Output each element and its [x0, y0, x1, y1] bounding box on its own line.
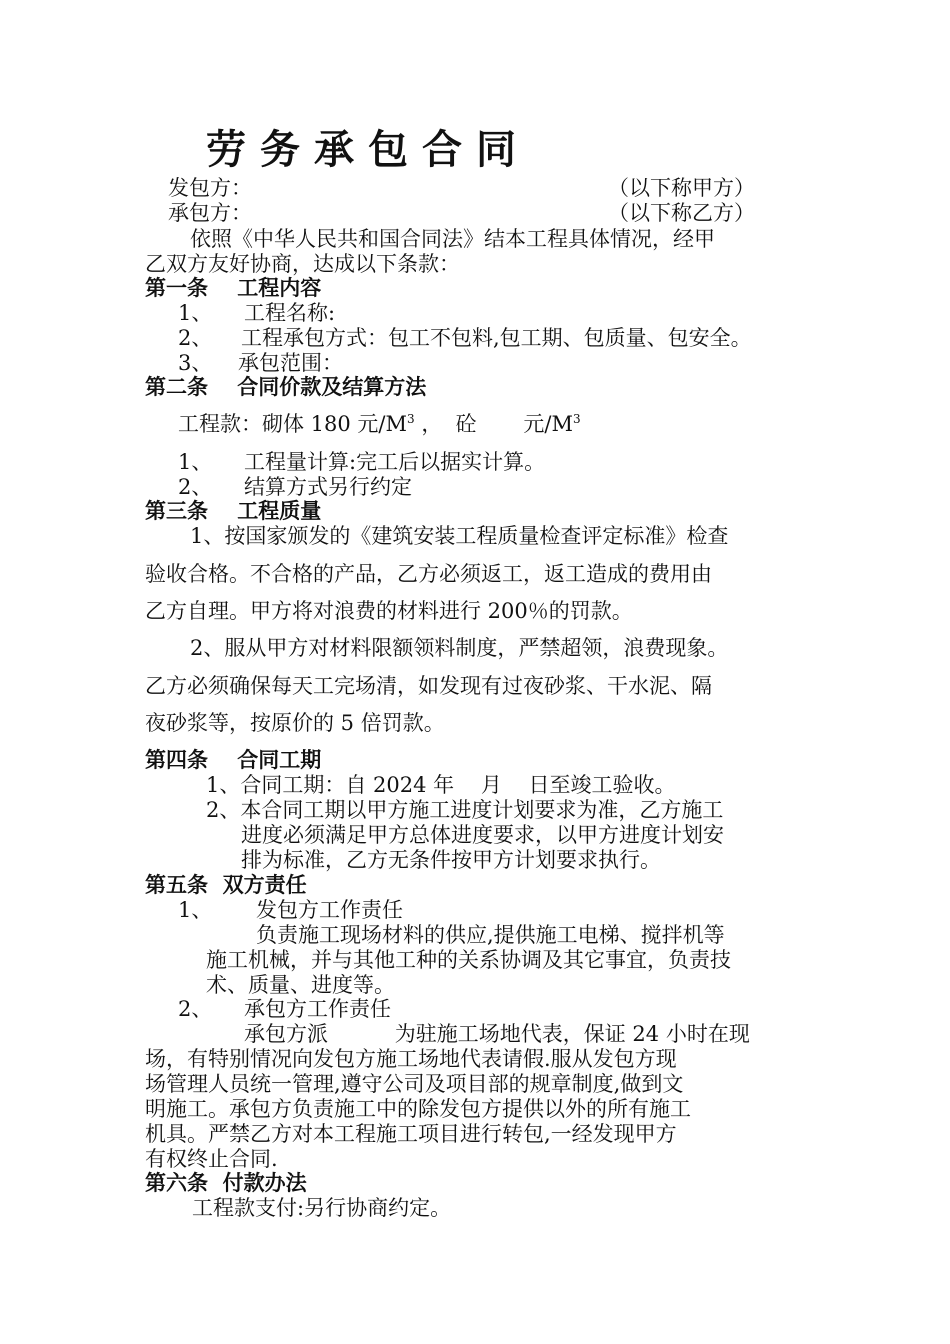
price-unit-sup-1: 3 — [407, 412, 415, 426]
article-3-p2-line-3: 夜砂浆等，按原价的 5 倍罚款。 — [145, 711, 445, 735]
article-4-heading: 第四条 合同工期 — [145, 748, 322, 772]
article-5-sub-1-num: 1、 — [178, 898, 213, 922]
article-3-p2-line-1: 2、服从甲方对材料限额领料制度，严禁超领，浪费现象。 — [190, 636, 729, 660]
article-5-sub-2-line-5: 机具。严禁乙方对本工程施工项目进行转包,一经发现甲方 — [145, 1122, 677, 1146]
article-3-p1-line-3: 乙方自理。甲方将对浪费的材料进行 200％的罚款。 — [145, 599, 633, 623]
intro-line-1: 依照《中华人民共和国合同法》结本工程具体情况，经甲 — [190, 227, 715, 251]
article-4-item-1: 1、合同工期：自 2024 年 月 日至竣工验收。 — [206, 773, 676, 797]
article-5-sub-1-line-1: 负责施工现场材料的供应,提供施工电梯、搅拌机等 — [256, 923, 725, 947]
article-3-p2-line-2: 乙方必须确保每天工完场清，如发现有过夜砂浆、干水泥、隔 — [145, 674, 712, 698]
contractor-label: 承包方： — [168, 201, 252, 225]
article-1-heading: 第一条 工程内容 — [145, 276, 322, 300]
article-2-heading: 第二条 合同价款及结算方法 — [145, 375, 427, 399]
contractor-suffix: （以下称乙方） — [608, 201, 755, 225]
article-5-sub-2-line-3: 场管理人员统一管理,遵守公司及项目部的规章制度,做到文 — [145, 1072, 684, 1096]
article-4-item-2-line-2: 进度必须满足甲方总体进度要求，以甲方进度计划安 — [241, 823, 724, 847]
article-5-heading: 第五条 双方责任 — [145, 873, 307, 897]
article-5-sub-2-line-2: 场，有特别情况向发包方施工场地代表请假.服从发包方现 — [145, 1047, 677, 1071]
article-6-heading: 第六条 付款办法 — [145, 1171, 307, 1195]
article-1-item-1-num: 1、 — [178, 301, 213, 325]
article-5-sub-1-line-2: 施工机械，并与其他工种的关系协调及其它事宜，负责技 — [206, 948, 731, 972]
article-5-sub-1-title: 发包方工作责任 — [256, 898, 403, 922]
article-5-sub-1-line-3: 术、质量、进度等。 — [206, 973, 395, 997]
price-masonry: 工程款：砌体 180 元/M — [178, 412, 408, 436]
price-unit-sup-2: 3 — [573, 412, 581, 426]
article-4-item-2-line-1: 2、本合同工期以甲方施工进度计划要求为准，乙方施工 — [206, 798, 724, 822]
article-1-item-2-num: 2、 — [178, 326, 213, 350]
article-5-sub-2-line-4: 明施工。承包方负责施工中的除发包方提供以外的所有施工 — [145, 1097, 691, 1121]
article-5-sub-2-line-1: 承包方派 为驻施工场地代表，保证 24 小时在现 — [244, 1022, 750, 1046]
article-1-item-2-text: 工程承包方式：包工不包料,包工期、包质量、包安全。 — [241, 326, 752, 350]
employer-suffix: （以下称甲方） — [608, 176, 755, 200]
article-1-item-1-text: 工程名称: — [244, 301, 336, 325]
article-2-item-1-text: 工程量计算:完工后以据实计算。 — [244, 450, 546, 474]
article-1-item-3-text: 承包范围： — [238, 351, 343, 375]
document-title: 劳务承包合同 — [206, 127, 530, 173]
article-3-p1-line-1: 1、按国家颁发的《建筑安装工程质量检查评定标准》检查 — [190, 524, 729, 548]
article-2-item-2-text: 结算方式另行约定 — [244, 475, 412, 499]
article-1-item-3-num: 3、 — [178, 351, 213, 375]
intro-line-2: 乙双方友好协商，达成以下条款： — [145, 252, 460, 276]
article-2-item-1-num: 1、 — [178, 450, 213, 474]
price-concrete: ， 砼 元/M — [414, 412, 573, 436]
article-5-sub-2-title: 承包方工作责任 — [244, 997, 391, 1021]
price-line — [178, 411, 581, 437]
article-4-item-2-line-3: 排为标准，乙方无条件按甲方计划要求执行。 — [241, 848, 661, 872]
article-5-sub-2-line-6: 有权终止合同. — [145, 1147, 278, 1171]
article-6-text: 工程款支付:另行协商约定。 — [192, 1196, 452, 1220]
employer-label: 发包方： — [168, 176, 252, 200]
article-3-heading: 第三条 工程质量 — [145, 499, 322, 523]
article-2-item-2-num: 2、 — [178, 475, 213, 499]
article-3-p1-line-2: 验收合格。不合格的产品，乙方必须返工，返工造成的费用由 — [145, 562, 712, 586]
article-5-sub-2-num: 2、 — [178, 997, 213, 1021]
